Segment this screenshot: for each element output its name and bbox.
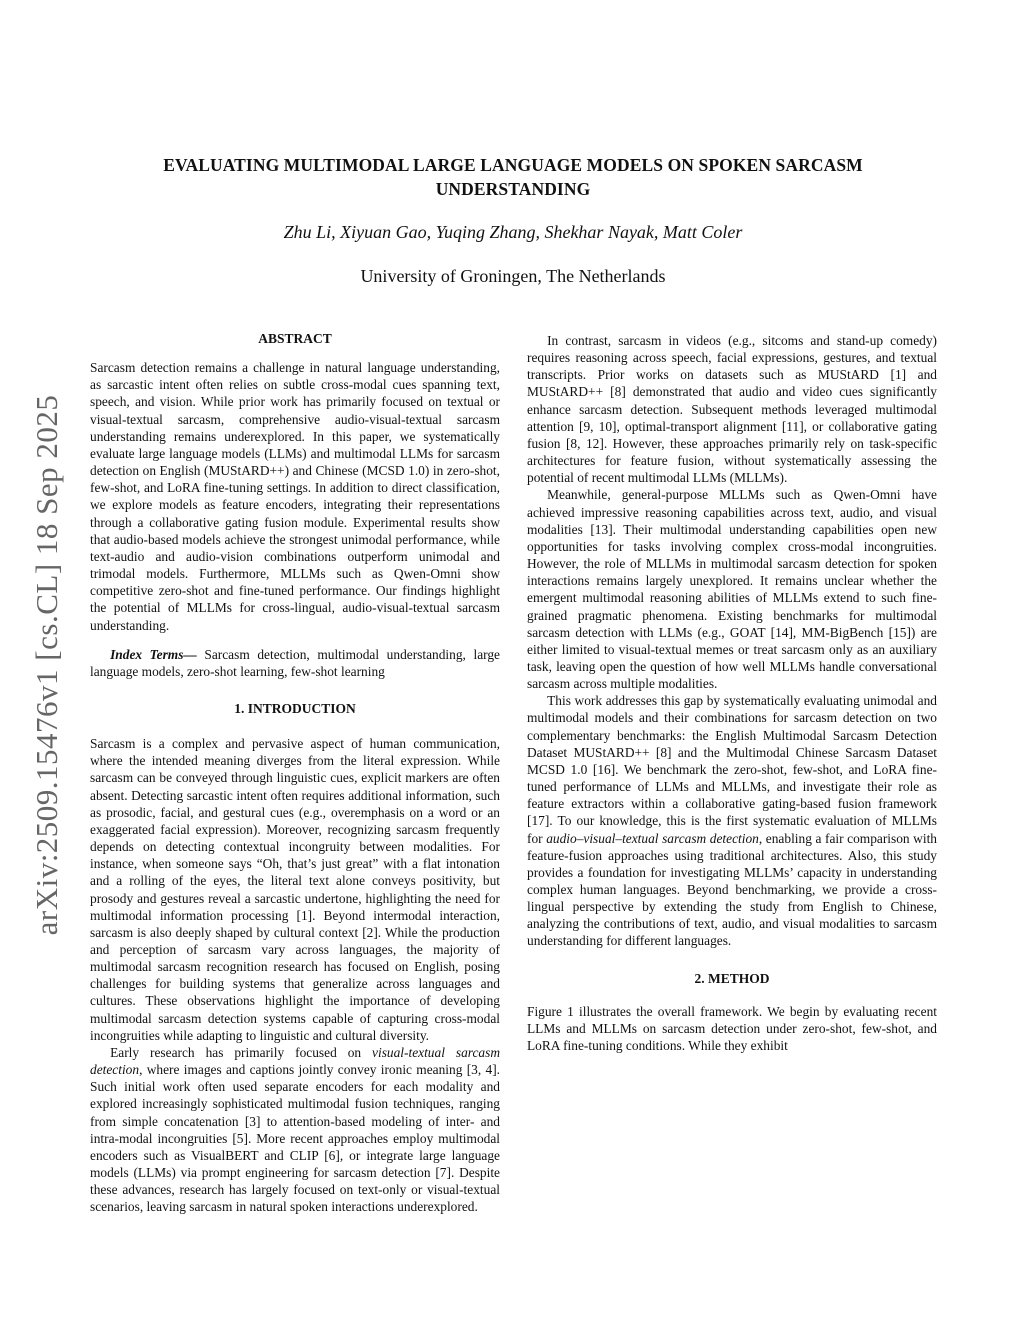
index-terms bbox=[90, 646, 500, 680]
intro-paragraph-5-part-a: This work addresses this gap by systematically evaluating unimodal and multimodal models and their combinations for sarcasm detection on two complementary benchmarks: the English Multimodal Sarcasm Detection Dataset MUStARD++ [8] and the Multimodal Chinese Sarcasm Dataset MCSD 1.0 [16]. We benchmark the zero-shot, few-shot, and LoRA fine-tuned performance of LLMs and MLLMs, and investigate their role as feature extractors within a collaborative gating-based fusion framework [17]. To our knowledge, this is the first systematic evaluation of MLLMs for bbox=[527, 693, 937, 846]
section-heading-method: 2. METHOD bbox=[694, 970, 770, 986]
right-column bbox=[527, 332, 937, 1054]
intro-paragraph-5-emphasis: audio–visual–textual sarcasm detection bbox=[546, 830, 759, 846]
section-heading-introduction: 1. INTRODUCTION bbox=[234, 700, 356, 716]
index-terms-label: Index Terms— bbox=[110, 646, 197, 662]
paper-title: EVALUATING MULTIMODAL LARGE LANGUAGE MODELS ON SPOKEN SARCASM UNDERSTANDING bbox=[163, 155, 863, 199]
abstract-text: Sarcasm detection remains a challenge in natural language understanding, as sarcastic intent often relies on subtle cross-modal cues spanning text, speech, and vision. While prior work has primarily focused on textual or visual-textual sarcasm, comprehensive audio-visual-textual sarcasm understanding remains underexplored. In this paper, we systematically evaluate large language models (LLMs) and multimodal LLMs for sarcasm detection on English (MUStARD++) and Chinese (MCSD 1.0) in zero-shot, few-shot, and LoRA fine-tuning settings. In addition to direct classification, we explore models as feature encoders, integrating their representations through a collaborative gating fusion module. Experimental results show that audio-based models achieve the strongest unimodal performance, while text-audio and audio-vision combinations outperform unimodal and trimodal models. Furthermore, MLLMs such as Qwen-Omni show competitive zero-shot and fine-tuned performance. Our findings highlight the potential of MLLMs for cross-lingual, audio-visual-textual sarcasm understanding. bbox=[90, 360, 500, 633]
intro-paragraph-4: Meanwhile, general-purpose MLLMs such as Qwen-Omni have achieved impressive reasoning capabilities across text, audio, and visual modalities [13]. Their multimodal understanding capabilities open new opportunities for tasks involving complex cross-modal incongruities. However, the role of MLLMs in multimodal sarcasm detection for spoken interactions remains largely unexplored. It remains unclear whether the emergent multimodal reasoning abilities of MLLMs extend to such fine-grained pragmatic phenomena. Existing benchmarks for multimodal sarcasm detection with LLMs (e.g., GOAT [14], MM-BigBench [15]) are either limited to visual-textual memes or treat sarcasm only as an auxiliary task, leaving open the question of how well MLLMs handle conversational sarcasm across multiple modalities. bbox=[527, 487, 937, 692]
intro-paragraph-5-part-b: , enabling a fair comparison with feature-fusion approaches using traditional architectures. Also, this study provides a foundation for investigating MLLMs’ capacity in understanding complex human languages. Beyond benchmarking, we provide a cross-lingual perspective by extending the study from English to Chinese, analyzing the contributions of text, audio, and visual modalities to sarcasm understanding for different languages. bbox=[527, 830, 937, 949]
abstract-heading: ABSTRACT bbox=[258, 331, 332, 346]
intro-paragraph-5 bbox=[527, 692, 937, 949]
intro-paragraph-2-emphasis: visual-textual sarcasm detection bbox=[90, 1044, 500, 1078]
intro-paragraph-3: In contrast, sarcasm in videos (e.g., sitcoms and stand-up comedy) requires reasoning across speech, facial expressions, gestures, and textual transcripts. Prior works on datasets such as MUStARD [1] and MUStARD++ [8] demonstrated that audio and video cues significantly enhance sarcasm detection. Subsequent methods leveraged multimodal attention [9, 10], optimal-transport alignment [11], or collaborative gating fusion [8, 12]. However, these approaches primarily rely on task-specific architectures for feature fusion, without systematically assessing the potential of recent multimodal LLMs (MLLMs). bbox=[527, 333, 937, 486]
intro-paragraph-1: Sarcasm is a complex and pervasive aspect of human communication, where the intended meaning diverges from the literal expression. While sarcasm can be conveyed through linguistic cues, explicit markers are often absent. Detecting sarcastic intent often requires additional information, such as prosodic, facial, and gestural cues (e.g., overemphasis on a word or an exaggerated facial expression). Moreover, recognizing sarcasm frequently depends on detecting contextual incongruity between modalities. For instance, when someone says “Oh, that’s just great” with a flat intonation and a rolling of the eyes, the literal text alone conveys positivity, but prosody and gestures reveal a sarcastic undertone, highlighting the need for multimodal information processing [1]. Beyond intermodal interaction, sarcasm is also deeply shaped by cultural context [2]. While the production and perception of sarcasm vary across languages, the majority of multimodal sarcasm recognition research has focused on English, posing challenges for building systems that generalize across languages and cultures. These observations highlight the importance of developing multimodal sarcasm detection systems capable of capturing cross-modal incongruities while adapting to linguistic and cultural diversity. bbox=[90, 736, 500, 1043]
author-list: Zhu Li, Xiyuan Gao, Yuqing Zhang, Shekhar Nayak, Matt Coler bbox=[283, 222, 743, 242]
intro-paragraph-2-part-a: Early research has primarily focused on bbox=[110, 1044, 373, 1060]
arxiv-identifier-text: arXiv:2509.15476v1 [cs.CL] 18 Sep 2025 bbox=[29, 394, 64, 936]
method-paragraph-1: Figure 1 illustrates the overall framework. We begin by evaluating recent LLMs and MLLMs on sarcasm detection under zero-shot, few-shot, and LoRA fine-tuning conditions. While they exhibit bbox=[527, 1003, 937, 1054]
intro-paragraph-2-part-b: , where images and captions jointly convey ironic meaning [3, 4]. Such initial work often used separate encoders for each modality and explored increasingly sophisticated multimodal fusion techniques, ranging from simple concatenation [3] to attention-based modeling of inter- and intra-modal incongruities [5]. More recent approaches employ multimodal encoders such as VisualBERT and CLIP [6], or integrate large language models (LLMs) via prompt engineering for sarcasm detection [7]. Despite these advances, research has largely focused on text-only or visual-textual scenarios, leaving sarcasm in natural spoken interactions underexplored. bbox=[90, 1062, 500, 1215]
index-terms-text: Sarcasm detection, multimodal understanding, large language models, zero-shot learning, few-shot learning bbox=[90, 646, 500, 679]
intro-paragraph-2 bbox=[90, 1044, 500, 1216]
affiliation: University of Groningen, The Netherlands bbox=[360, 266, 666, 286]
left-column bbox=[90, 330, 500, 1216]
arxiv-identifier bbox=[22, 370, 72, 960]
